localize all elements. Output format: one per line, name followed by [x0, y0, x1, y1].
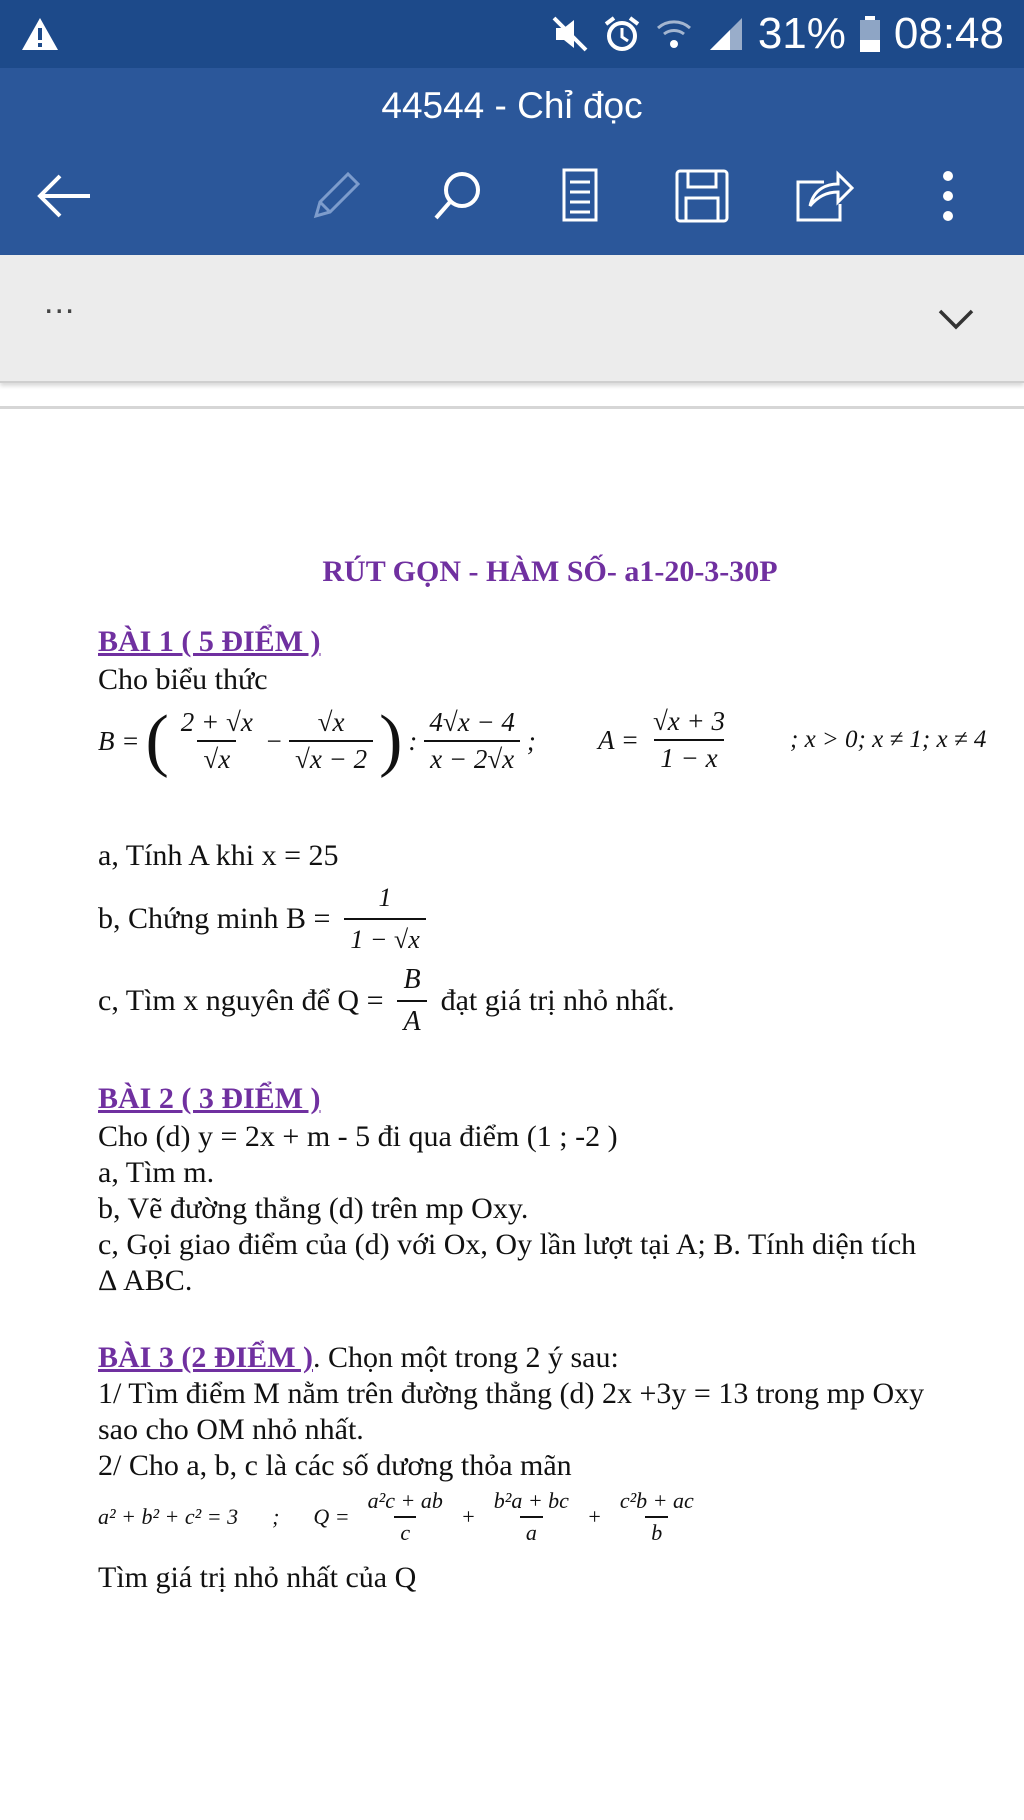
qb-fraction: $\frac{1}{1 - √x}$ — [344, 880, 425, 958]
wifi-icon — [654, 14, 694, 54]
edit-pencil-icon — [306, 166, 366, 226]
bai1-question-b: b, Chứng minh B = $\frac{1}{1 - √x}$ — [98, 880, 426, 958]
formula-b-term1: $\frac{2 + √x}{√x}$ — [180, 707, 253, 774]
paren-close: ) — [379, 702, 403, 779]
formula-b: B = ( $\frac{2 + √x}{√x}$ − $\frac{√x}{√x - 2}$ ) : $\frac{4√x - 4}{x - 2√x}$ ; — [98, 702, 536, 779]
bai3-formula: a² + b² + c² = 3 ; Q = $\frac{\text{a²c + ab}}{c}$ + $\frac{\text{b²a + bc}}{a}$ + $\frac{\text{c²b + ac}}{b}$ — [98, 1488, 700, 1546]
bai3-fraction-3: $\frac{\text{c²b + ac}}{b}$ — [619, 1488, 694, 1545]
ribbon-bar — [0, 255, 1024, 383]
share-button[interactable] — [784, 156, 864, 236]
formula-b-term2: $\frac{√x}{√x - 2}$ — [289, 707, 373, 775]
status-indicators — [550, 8, 1004, 60]
save-icon — [674, 168, 730, 224]
formula-a-fraction: $\frac{√x + 3}{1 - x}$ — [652, 706, 726, 773]
bai1-title: BÀI 1 ( 5 ĐIỂM ) — [98, 625, 321, 658]
document-heading: RÚT GỌN - HÀM SỐ- a1-20-3-30P — [322, 555, 778, 588]
bai2-title: BÀI 2 ( 3 ĐIỂM ) — [98, 1082, 321, 1115]
bai3-line3: 2/ Cho a, b, c là các số dương thỏa mãn — [98, 1449, 572, 1482]
reading-view-button[interactable] — [540, 156, 620, 236]
alarm-icon — [602, 14, 642, 54]
bai2-line5: Δ ABC. — [98, 1264, 193, 1297]
status-bar — [0, 0, 1024, 68]
app-bar — [0, 68, 1024, 255]
save-button[interactable] — [662, 156, 742, 236]
clock: 08:48 — [893, 9, 1004, 58]
bai1-question-a: a, Tính A khi x = 25 — [98, 839, 339, 872]
formula-b-lhs: B = — [98, 725, 140, 756]
bai1-question-c: c, Tìm x nguyên để Q = $\frac{B}{A}$ đạt giá trị nhỏ nhất. — [98, 962, 675, 1040]
more-vert-icon — [938, 168, 958, 224]
edit-button[interactable] — [296, 156, 376, 236]
bai2-line1: Cho (d) y = 2x + m - 5 đi qua điểm (1 ; -2 ) — [98, 1120, 618, 1153]
formula-a: A = $\frac{√x + 3}{1 - x}$ — [598, 706, 731, 774]
bai2-line3: b, Vẽ đường thẳng (d) trên mp Oxy. — [98, 1192, 529, 1225]
page-divider — [0, 406, 1024, 409]
back-arrow-icon — [34, 171, 94, 221]
paren-open: ( — [145, 702, 169, 779]
bai3-line1: 1/ Tìm điểm M nằm trên đường thẳng (d) 2x +3y = 13 trong mp Oxy — [98, 1377, 925, 1410]
formula-conditions: ; x > 0; x ≠ 1; x ≠ 4 — [790, 726, 987, 753]
bai1-intro: Cho biểu thức — [98, 663, 268, 696]
reading-view-icon — [560, 166, 600, 226]
more-options-button[interactable] — [908, 156, 988, 236]
bai2-line2: a, Tìm m. — [98, 1156, 215, 1189]
qc-fraction: $\frac{B}{A}$ — [397, 962, 426, 1040]
back-button[interactable] — [24, 156, 104, 236]
share-icon — [794, 168, 854, 224]
bai3-title-line — [98, 1340, 619, 1376]
bai3-title: BÀI 3 (2 ĐIỂM ) — [98, 1341, 313, 1374]
formula-b-term3: $\frac{4√x - 4}{x - 2√x}$ — [423, 707, 521, 775]
bai3-title-suffix: . Chọn một trong 2 ý sau: — [313, 1341, 619, 1374]
warning-icon — [20, 16, 60, 52]
signal-icon — [706, 14, 746, 54]
bai3-final: Tìm giá trị nhỏ nhất của Q — [98, 1561, 417, 1594]
ribbon-more-button[interactable]: ... — [44, 283, 76, 321]
search-button[interactable] — [418, 156, 498, 236]
battery-percent: 31% — [757, 9, 846, 58]
bai3-condition: a² + b² + c² = 3 — [98, 1504, 239, 1529]
document-page — [0, 410, 1024, 1820]
bai3-fraction-2: $\frac{\text{b²a + bc}}{a}$ — [493, 1488, 569, 1545]
chevron-down-icon[interactable] — [932, 295, 980, 343]
bai2-line4: c, Gọi giao điểm của (d) với Ox, Oy lần lượt tại A; B. Tính diện tích — [98, 1228, 917, 1261]
bai3-line2: sao cho OM nhỏ nhất. — [98, 1413, 364, 1446]
mute-icon — [550, 14, 590, 54]
bai3-fraction-1: $\frac{\text{a²c + ab}}{c}$ — [367, 1488, 443, 1545]
document-title: 44544 - Chỉ đọc — [381, 85, 643, 126]
battery-icon — [858, 14, 882, 54]
search-icon — [428, 166, 488, 226]
